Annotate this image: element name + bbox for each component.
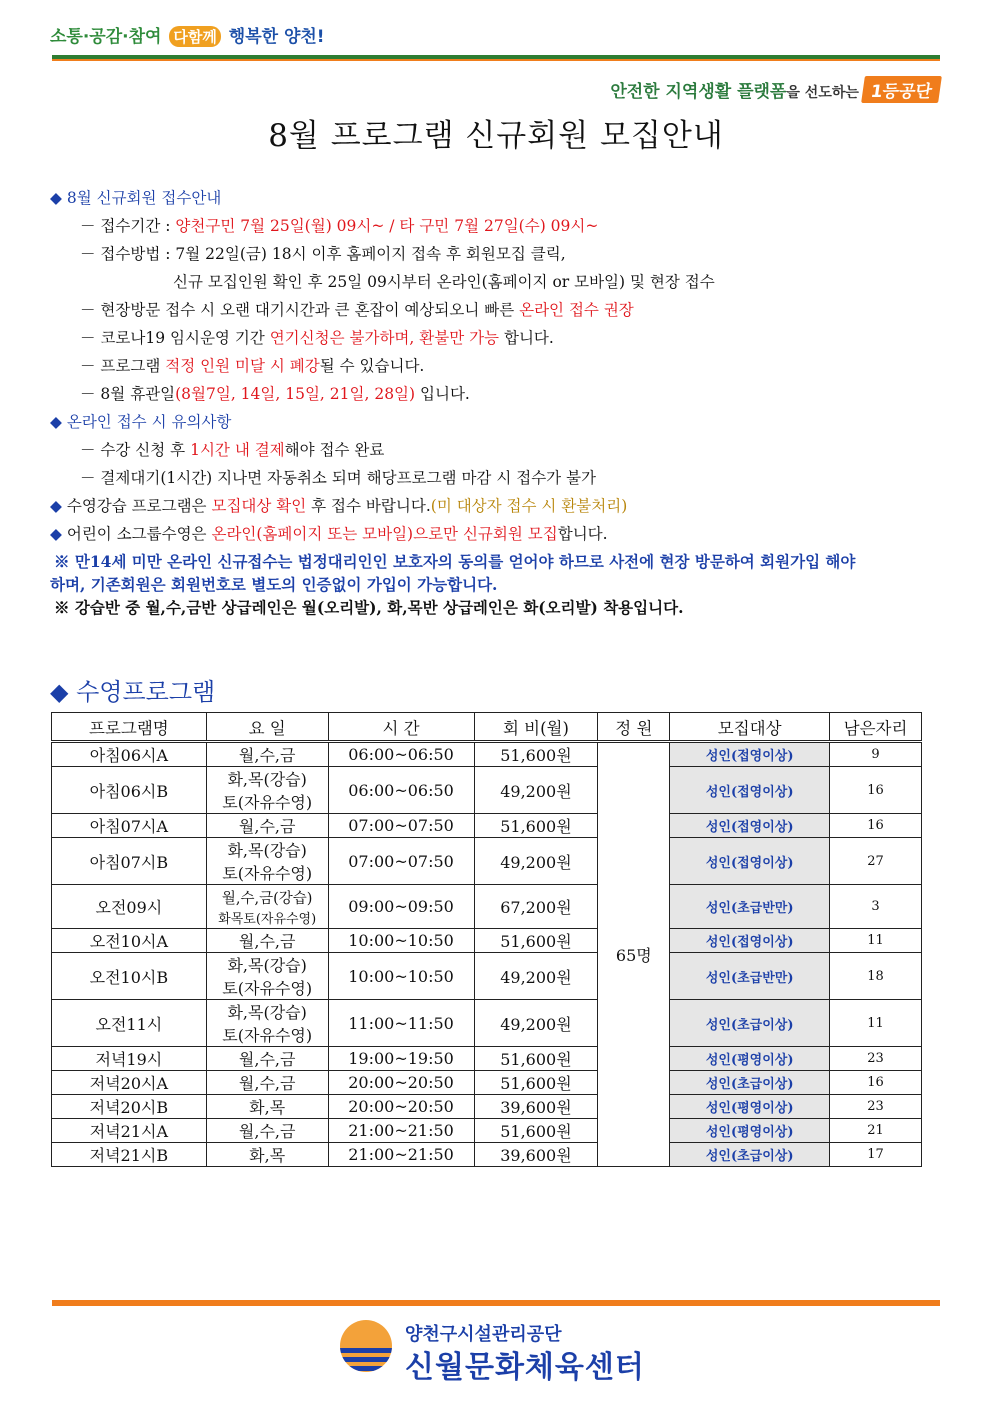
table-row	[52, 742, 922, 767]
cell-day	[206, 929, 328, 953]
cell-fee: 49,200원	[474, 767, 598, 814]
table-row	[52, 1071, 922, 1095]
cell-target: 성인(접영이상)	[670, 814, 830, 838]
day-line: 월,수,금(강습)	[221, 890, 313, 907]
cell-remaining: 27	[830, 838, 922, 885]
cell-program: 아침06시A	[52, 742, 207, 767]
table-row	[52, 1047, 922, 1071]
cell-fee: 51,600원	[474, 814, 598, 838]
day-line: 화,목(강습)	[227, 956, 307, 975]
cell-day	[206, 1143, 328, 1167]
cell-time: 19:00~19:50	[328, 1047, 474, 1071]
day-line: 화,목(강습)	[227, 1003, 307, 1022]
cell-remaining: 11	[830, 929, 922, 953]
period-value: 양천구민 7월 25일(월) 09시~ / 타 구민 7월 27일(수) 09시~	[175, 217, 599, 235]
kids-text: 어린이 소그룹수영은	[61, 525, 212, 543]
cell-program: 오전09시	[52, 885, 207, 929]
header-slogan	[50, 22, 325, 47]
payment-highlight: 1시간 내 결제	[190, 441, 285, 459]
covid-line	[50, 324, 950, 352]
cell-time: 11:00~11:50	[328, 1000, 474, 1047]
cell-target: 성인(평영이상)	[670, 1095, 830, 1119]
cell-program: 오전10시B	[52, 953, 207, 1000]
table-row	[52, 1143, 922, 1167]
cell-program: 저녁21시B	[52, 1143, 207, 1167]
right-slogan-a: 안전한 지역생활 플랫폼	[610, 82, 787, 102]
closure-line	[50, 352, 950, 380]
kids-highlight: 온라인(홈페이지 또는 모바일)으로만 신규회원 모집	[211, 525, 558, 543]
cell-target: 성인(평영이상)	[670, 1047, 830, 1071]
sun-logo-icon	[340, 1320, 392, 1372]
cell-program: 저녁19시	[52, 1047, 207, 1071]
cell-fee: 51,600원	[474, 929, 598, 953]
swim-check-mid: 후 접수 바랍니다.	[306, 497, 431, 515]
day-line: 월,수,금	[238, 1074, 296, 1093]
table-row	[52, 1119, 922, 1143]
cell-target: 성인(접영이상)	[670, 767, 830, 814]
minor-note-line-2: 하며, 기존회원은 회원번호로 별도의 인증없이 가입이 가능합니다.	[50, 575, 498, 594]
cell-time: 07:00~07:50	[328, 838, 474, 885]
cell-time: 10:00~10:50	[328, 953, 474, 1000]
swim-check-line	[50, 492, 950, 520]
visit-text: － 현장방문 접수 시 오랜 대기시간과 큰 혼잡이 예상되오니 빠른	[80, 301, 520, 319]
swim-check-refund: (미 대상자 접수 시 환불처리)	[430, 497, 628, 515]
cell-day	[206, 953, 328, 1000]
cell-time: 07:00~07:50	[328, 814, 474, 838]
page-title: 8월 프로그램 신규회원 모집안내	[268, 118, 724, 154]
cell-target: 성인(접영이상)	[670, 929, 830, 953]
header-time: 시 간	[328, 713, 474, 742]
table-row	[52, 929, 922, 953]
cell-day	[206, 838, 328, 885]
header-capacity: 정 원	[598, 713, 670, 742]
cell-remaining: 16	[830, 1071, 922, 1095]
holiday-text: － 8월 휴관일	[80, 385, 176, 403]
table-header-row	[52, 713, 922, 742]
payment-line	[50, 436, 950, 464]
diamond-icon: ◆	[50, 525, 62, 543]
day-line: 월,수,금	[238, 1122, 296, 1141]
cell-program: 오전10시A	[52, 929, 207, 953]
cell-day	[206, 814, 328, 838]
method-line-2: 신규 모집인원 확인 후 25일 09시부터 온라인(홈페이지 or 모바일) 및 현장 접수	[173, 273, 715, 291]
cell-fee: 67,200원	[474, 885, 598, 929]
kids-end: 합니다.	[557, 525, 608, 543]
cell-fee: 49,200원	[474, 1000, 598, 1047]
day-line: 화,목	[249, 1146, 286, 1165]
cell-program: 오전11시	[52, 1000, 207, 1047]
cell-target: 성인(초급이상)	[670, 1000, 830, 1047]
cell-target: 성인(초급반만)	[670, 885, 830, 929]
closure-text: － 프로그램	[80, 357, 166, 375]
cell-remaining: 11	[830, 1000, 922, 1047]
cell-time: 21:00~21:50	[328, 1143, 474, 1167]
section-online-title: ◆ 온라인 접수 시 유의사항	[50, 413, 232, 431]
swim-program-title: ◆ 수영프로그램	[50, 678, 216, 706]
closure-highlight: 적정 인원 미달 시 폐강	[165, 357, 320, 375]
cell-remaining: 23	[830, 1095, 922, 1119]
cell-time: 21:00~21:50	[328, 1119, 474, 1143]
cell-time: 10:00~10:50	[328, 929, 474, 953]
rank-badge: 1등공단	[861, 76, 942, 103]
covid-highlight: 연기신청은 불가하며, 환불만 가능	[269, 329, 500, 347]
cell-fee: 51,600원	[474, 1119, 598, 1143]
cell-fee: 39,600원	[474, 1143, 598, 1167]
cell-day	[206, 885, 328, 929]
cell-target: 성인(접영이상)	[670, 742, 830, 767]
cell-program: 아침07시B	[52, 838, 207, 885]
cell-time: 06:00~06:50	[328, 767, 474, 814]
payment-end: 해야 접수 완료	[284, 441, 385, 459]
section-registration-title: ◆ 8월 신규회원 접수안내	[50, 189, 222, 207]
cell-program: 저녁21시A	[52, 1119, 207, 1143]
right-slogan-b: 을 선도하는	[786, 85, 859, 101]
period-label: － 접수기간 :	[80, 217, 176, 235]
cell-program: 아침07시A	[52, 814, 207, 838]
cell-day	[206, 1000, 328, 1047]
cell-day	[206, 742, 328, 767]
cell-remaining: 3	[830, 885, 922, 929]
covid-text: － 코로나19 임시운영 기간	[80, 329, 270, 347]
cell-fee: 51,600원	[474, 1071, 598, 1095]
notice-block	[50, 184, 950, 619]
minor-note-line-1: ※ 만14세 미만 온라인 신규접수는 법정대리인인 보호자의 동의를 얻어야 하므로 사전에 현장 방문하여 회원가입 해야	[54, 552, 856, 571]
cell-fee: 51,600원	[474, 1047, 598, 1071]
header-remaining: 남은자리	[830, 713, 922, 742]
table-row	[52, 1095, 922, 1119]
period-line	[50, 212, 950, 240]
cell-remaining: 23	[830, 1047, 922, 1071]
day-line: 월,수,금	[238, 932, 296, 951]
cell-remaining: 9	[830, 742, 922, 767]
day-line: 월,수,금	[238, 817, 296, 836]
swim-program-table	[51, 712, 922, 1167]
cell-remaining: 18	[830, 953, 922, 1000]
cell-fee: 39,600원	[474, 1095, 598, 1119]
diamond-icon: ◆	[50, 497, 62, 515]
method-line-1: － 접수방법 : 7월 22일(금) 18시 이후 홈페이지 접속 후 회원모집 클릭,	[80, 245, 566, 263]
holiday-dates: (8월7일, 14일, 15일, 21일, 28일)	[175, 385, 416, 403]
org-name: 양천구시설관리공단	[405, 1324, 562, 1345]
day-line: 화,목(강습)	[227, 841, 307, 860]
visit-line	[50, 296, 950, 324]
holiday-line	[50, 380, 950, 408]
day-line: 월,수,금	[238, 1050, 296, 1069]
kids-line	[50, 520, 950, 548]
day-line: 토(자유수영)	[222, 793, 313, 812]
header-program: 프로그램명	[52, 713, 207, 742]
header-divider-accent	[52, 59, 940, 61]
cell-day	[206, 1095, 328, 1119]
covid-end: 합니다.	[499, 329, 554, 347]
cell-fee: 49,200원	[474, 953, 598, 1000]
day-line: 화,목	[249, 1098, 286, 1117]
cell-target: 성인(평영이상)	[670, 1119, 830, 1143]
fins-note: ※ 강습반 중 월,수,금반 상급레인은 월(오리발), 화,목반 상급레인은 화(오리발) 착용입니다.	[54, 598, 684, 617]
cell-remaining: 21	[830, 1119, 922, 1143]
cell-time: 06:00~06:50	[328, 742, 474, 767]
table-row	[52, 838, 922, 885]
day-line: 화,목(강습)	[227, 770, 307, 789]
day-line: 월,수,금	[238, 746, 296, 765]
cell-day	[206, 1119, 328, 1143]
cancel-line: － 결제대기(1시간) 지나면 자동취소 되며 해당프로그램 마감 시 접수가 불가	[80, 469, 597, 487]
cell-program: 저녁20시A	[52, 1071, 207, 1095]
table-row	[52, 885, 922, 929]
swim-check-highlight: 모집대상 확인	[211, 497, 307, 515]
center-name: 신월문화체육센터	[405, 1350, 645, 1385]
cell-capacity: 65명	[598, 742, 670, 1167]
holiday-end: 입니다.	[415, 385, 470, 403]
slogan-badge: 다함께	[169, 26, 220, 47]
table-row	[52, 767, 922, 814]
cell-time: 20:00~20:50	[328, 1095, 474, 1119]
cell-target: 성인(초급반만)	[670, 953, 830, 1000]
cell-time: 09:00~09:50	[328, 885, 474, 929]
header-fee: 회 비(월)	[474, 713, 598, 742]
cell-program: 저녁20시B	[52, 1095, 207, 1119]
cell-remaining: 16	[830, 767, 922, 814]
cell-day	[206, 767, 328, 814]
minor-note	[50, 550, 950, 596]
header-target: 모집대상	[670, 713, 830, 742]
cell-day	[206, 1071, 328, 1095]
day-line: 화목토(자유수영)	[218, 911, 317, 927]
cell-remaining: 17	[830, 1143, 922, 1167]
cell-remaining: 16	[830, 814, 922, 838]
cell-target: 성인(초급이상)	[670, 1071, 830, 1095]
footer-divider	[52, 1300, 940, 1306]
cell-day	[206, 1047, 328, 1071]
day-line: 토(자유수영)	[222, 864, 313, 883]
header-day: 요 일	[206, 713, 328, 742]
table-row	[52, 1000, 922, 1047]
right-slogan	[610, 76, 940, 103]
day-line: 토(자유수영)	[222, 1026, 313, 1045]
payment-text: － 수강 신청 후	[80, 441, 191, 459]
table-row	[52, 814, 922, 838]
cell-fee: 51,600원	[474, 742, 598, 767]
cell-target: 성인(접영이상)	[670, 838, 830, 885]
table-row	[52, 953, 922, 1000]
slogan-pre: 소통·공감·참여	[50, 27, 162, 47]
slogan-post: 행복한 양천!	[228, 27, 325, 47]
cell-fee: 49,200원	[474, 838, 598, 885]
swim-check-text: 수영강습 프로그램은	[61, 497, 212, 515]
day-line: 토(자유수영)	[222, 979, 313, 998]
cell-target: 성인(초급이상)	[670, 1143, 830, 1167]
cell-program: 아침06시B	[52, 767, 207, 814]
cell-time: 20:00~20:50	[328, 1071, 474, 1095]
visit-highlight: 온라인 접수 권장	[519, 301, 634, 319]
closure-end: 될 수 있습니다.	[319, 357, 425, 375]
